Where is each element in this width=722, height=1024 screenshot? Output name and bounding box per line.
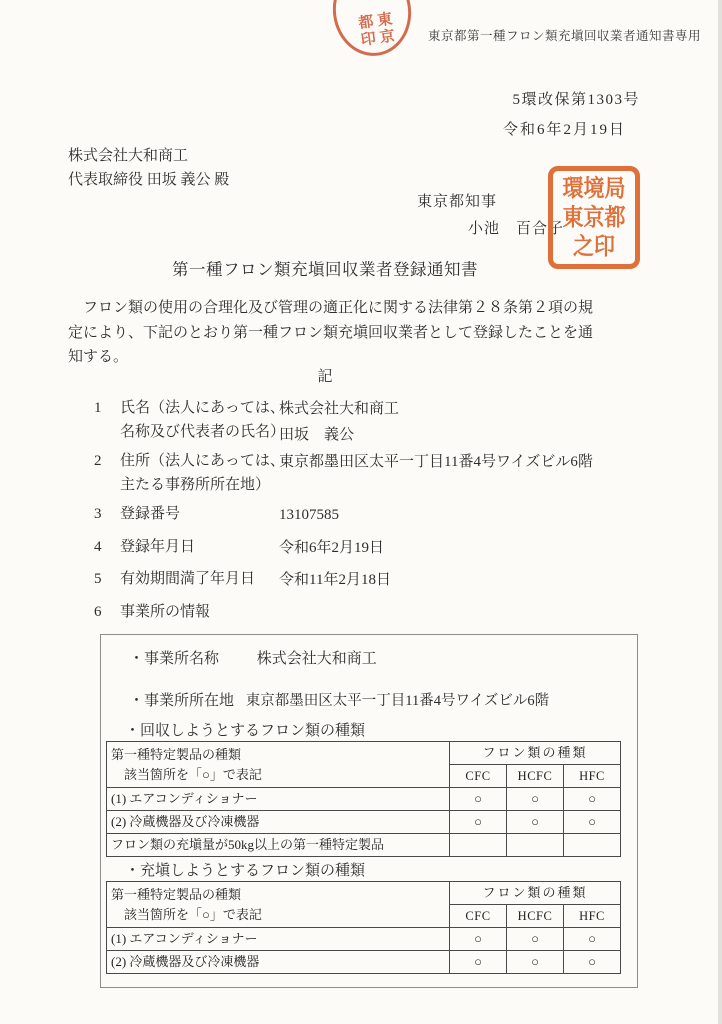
body-paragraph (68, 296, 656, 370)
col-header-hcfc: HCFC (507, 765, 564, 788)
addressee-block (68, 144, 229, 192)
circle-mark: ○ (564, 788, 621, 811)
circle-mark: ○ (507, 928, 564, 951)
round-seal-text-column: 都印 (355, 13, 377, 50)
table-col1-header: 第一種特定製品の種類 該当箇所を「○」で表記 (107, 742, 450, 788)
circle-mark: ○ (564, 951, 621, 974)
document-title: 第一種フロン類充塡回収業者登録通知書 (172, 260, 478, 279)
empty-cell (450, 834, 507, 857)
item-value: 東京都墨田区太平一丁目11番4号ワイズビル6階 (279, 454, 593, 470)
item-number: 6 (94, 604, 102, 620)
office-name-label: ・事業所名称 (129, 651, 220, 667)
circle-mark: ○ (507, 951, 564, 974)
fill-section-title: ・充塡しようとするフロン類の種類 (125, 863, 366, 879)
item-value: 13107585 (279, 507, 339, 523)
body-line: 定により、下記のとおり第一種フロン類充塡回収業者として登録したことを通 (68, 324, 594, 341)
body-line: 知する。 (68, 349, 129, 365)
item-value: 株式会社大和商工 田坂 義公 (279, 401, 400, 443)
sender-name: 小池 百合子 (468, 221, 565, 237)
col-header-hfc: HFC (564, 765, 621, 788)
item-number: 5 (94, 571, 102, 587)
circle-mark: ○ (450, 951, 507, 974)
form-purpose-label: 東京都第一種フロン類充塡回収業者通知書専用 (428, 29, 702, 43)
circle-mark: ○ (450, 788, 507, 811)
table-row (107, 788, 621, 811)
item-label: 住所（法人にあっては、 主たる事務所所在地） (120, 453, 285, 493)
row-label: フロン類の充塡量が50kg以上の第一種特定製品 (107, 834, 450, 857)
recover-fron-table (106, 741, 621, 857)
col-header-cfc: CFC (450, 765, 507, 788)
office-address-label: ・事業所所在地 (129, 693, 235, 709)
office-address-row (129, 689, 549, 710)
circle-mark: ○ (564, 811, 621, 834)
item-label: 氏名（法人にあっては、 名称及び代表者の氏名） (120, 400, 286, 440)
item-number: 1 (94, 400, 102, 416)
item-number: 4 (94, 539, 102, 555)
item-label: 登録年月日 (120, 539, 196, 555)
table-row (107, 811, 621, 834)
table-row (107, 928, 621, 951)
tokyo-round-seal-stamp (327, 0, 417, 61)
sender-title: 東京都知事 (417, 194, 498, 210)
row-label: (2) 冷蔵機器及び冷凍機器 (107, 951, 450, 974)
office-name-value: 株式会社大和商工 (256, 651, 377, 667)
ki-heading: 記 (317, 369, 333, 385)
item-number: 3 (94, 506, 102, 522)
table-row (107, 951, 621, 974)
row-label: (1) エアコンディショナー (107, 788, 450, 811)
body-line: フロン類の使用の合理化及び管理の適正化に関する法律第２８条第２項の規 (68, 300, 594, 316)
item-value: 令和11年2月18日 (279, 572, 391, 588)
circle-mark: ○ (564, 928, 621, 951)
circle-mark: ○ (450, 928, 507, 951)
fill-fron-table (106, 881, 621, 974)
office-info-box (100, 634, 638, 988)
row-label: (1) エアコンディショナー (107, 928, 450, 951)
col-header-hcfc: HCFC (507, 905, 564, 928)
col-header-cfc: CFC (450, 905, 507, 928)
table-row (107, 834, 621, 857)
item-label: 事業所の情報 (120, 604, 211, 620)
fron-type-group-header: フロン類の種類 (450, 742, 621, 765)
empty-cell (564, 834, 621, 857)
seal-text-row: 之印 (573, 232, 615, 260)
document-number: 5環改保第1303号 (512, 92, 640, 108)
document-date: 令和6年2月19日 (502, 122, 626, 138)
item-value: 令和6年2月19日 (279, 540, 385, 556)
round-seal-text-column: 東京 (374, 10, 395, 47)
circle-mark: ○ (507, 811, 564, 834)
seal-text-row: 東京都 (562, 203, 626, 231)
addressee-company: 株式会社大和商工 (68, 148, 189, 164)
col-header-hfc: HFC (564, 905, 621, 928)
addressee-representative: 代表取締役 田坂 義公 殿 (68, 172, 230, 188)
fron-type-group-header: フロン類の種類 (450, 882, 621, 905)
item-label: 登録番号 (120, 506, 181, 522)
row-label: (2) 冷蔵機器及び冷凍機器 (107, 811, 450, 834)
circle-mark: ○ (507, 788, 564, 811)
recover-section-title: ・回収しようとするフロン類の種類 (125, 723, 366, 739)
item-label: 有効期間満了年月日 (120, 571, 256, 587)
item-number: 2 (94, 453, 102, 469)
empty-cell (507, 834, 564, 857)
circle-mark: ○ (450, 811, 507, 834)
office-address-value: 東京都墨田区太平一丁目11番4号ワイズビル6階 (245, 693, 550, 709)
seal-text-row: 環境局 (562, 174, 626, 202)
document-meta (503, 88, 640, 139)
table-col1-header: 第一種特定製品の種類 該当箇所を「○」で表記 (107, 882, 450, 928)
governor-square-seal-stamp (548, 166, 640, 269)
office-name-row (129, 647, 377, 668)
